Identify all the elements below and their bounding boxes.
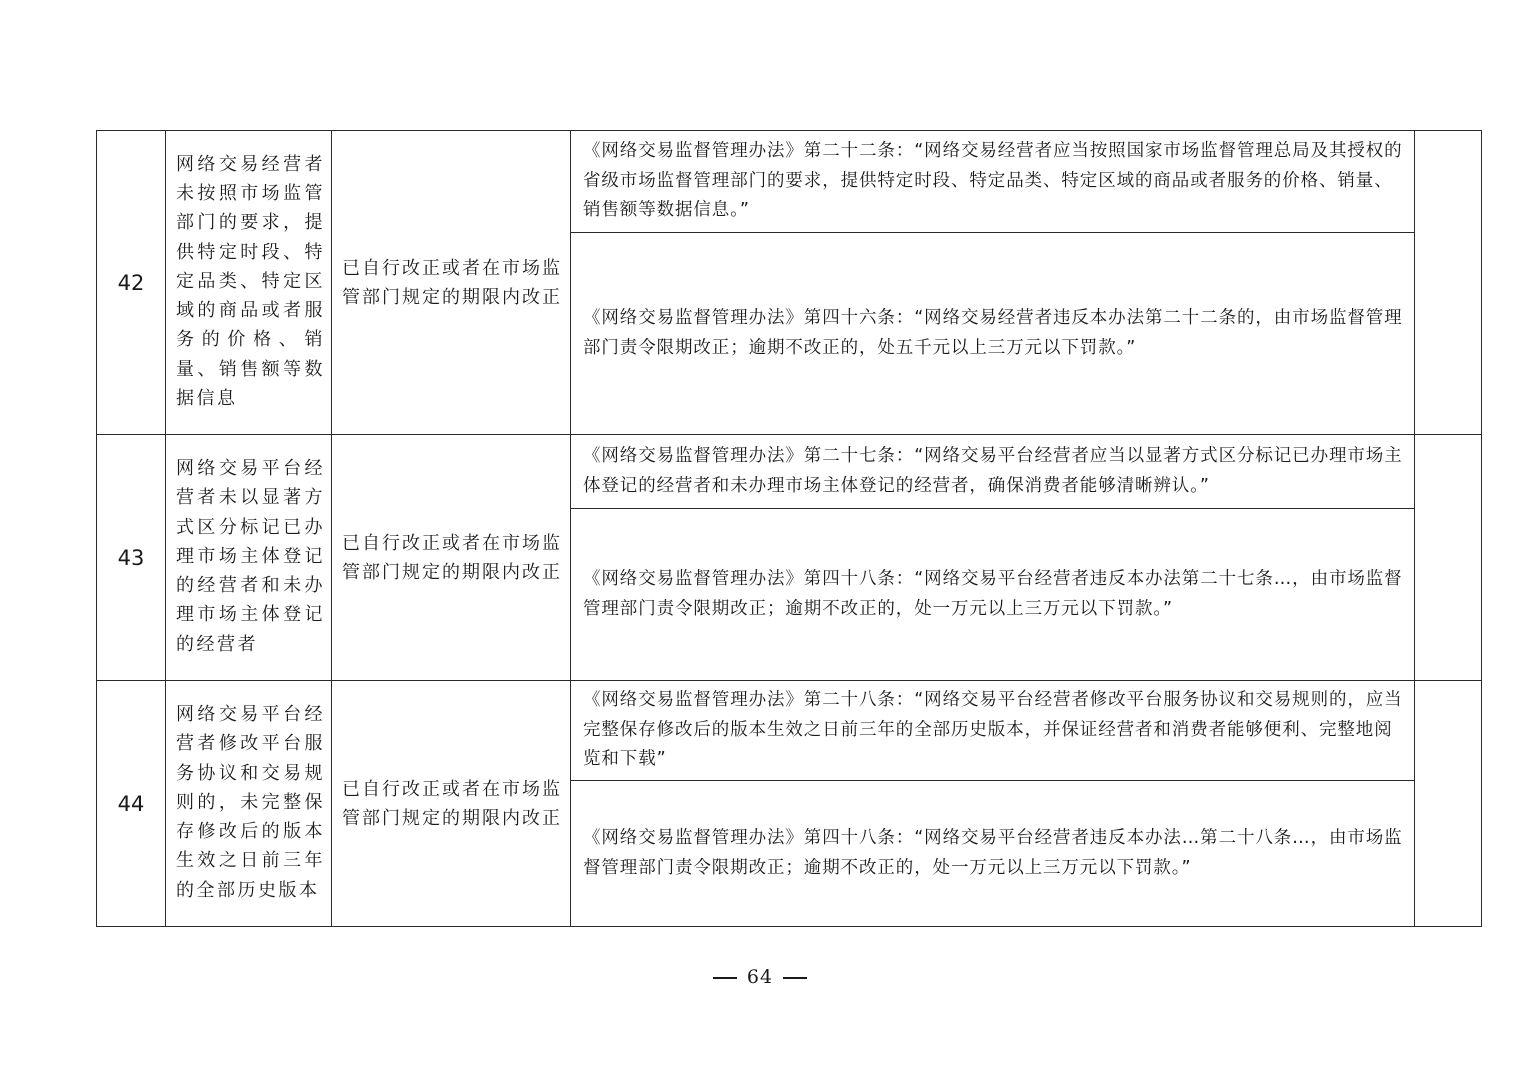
table-row (97, 131, 1482, 233)
violation-item: 网络交易平台经营者修改平台服务协议和交易规则的，未完整保存修改后的版本生效之日前三年的全部历史版本 (166, 681, 332, 927)
violation-item: 网络交易平台经营者未以显著方式区分标记已办理市场主体登记的经营者和未办理市场主体登记的经营者 (166, 435, 332, 681)
table-row (97, 435, 1482, 509)
left-dash (713, 977, 737, 979)
legal-basis-provision: 《网络交易监督管理办法》第二十七条：“网络交易平台经营者应当以显著方式区分标记已办理市场主体登记的经营者和未办理市场主体登记的经营者，确保消费者能够清晰辨认。” (571, 435, 1415, 509)
row-number: 43 (97, 435, 166, 681)
page-footer (0, 966, 1520, 988)
legal-basis-provision: 《网络交易监督管理办法》第二十八条：“网络交易平台经营者修改平台服务协议和交易规则的，应当完整保存修改后的版本生效之日前三年的全部历史版本，并保证经营者和消费者能够便利、完整地阅览和下载” (571, 681, 1415, 781)
legal-basis-provision: 《网络交易监督管理办法》第二十二条：“网络交易经营者应当按照国家市场监督管理总局及其授权的省级市场监督管理部门的要求，提供特定时段、特定品类、特定区域的商品或者服务的价格、销量、销售额等数据信息。” (571, 131, 1415, 233)
row-number: 44 (97, 681, 166, 927)
exemption-condition: 已自行改正或者在市场监管部门规定的期限内改正 (332, 681, 571, 927)
right-dash (783, 977, 807, 979)
violation-item: 网络交易经营者未按照市场监管部门的要求，提供特定时段、特定品类、特定区域的商品或者服务的价格、销量、销售额等数据信息 (166, 131, 332, 435)
legal-basis-penalty: 《网络交易监督管理办法》第四十八条：“网络交易平台经营者违反本办法…第二十八条…，由市场监督管理部门责令限期改正；逾期不改正的，处一万元以上三万元以下罚款。” (571, 781, 1415, 927)
remarks-cell (1415, 681, 1482, 927)
row-number: 42 (97, 131, 166, 435)
exemption-condition: 已自行改正或者在市场监管部门规定的期限内改正 (332, 435, 571, 681)
remarks-cell (1415, 435, 1482, 681)
regulation-table (96, 130, 1482, 927)
legal-basis-penalty: 《网络交易监督管理办法》第四十六条：“网络交易经营者违反本办法第二十二条的，由市场监督管理部门责令限期改正；逾期不改正的，处五千元以上三万元以下罚款。” (571, 233, 1415, 435)
page-number: 64 (746, 966, 774, 988)
table-row (97, 681, 1482, 781)
exemption-condition: 已自行改正或者在市场监管部门规定的期限内改正 (332, 131, 571, 435)
legal-basis-penalty: 《网络交易监督管理办法》第四十八条：“网络交易平台经营者违反本办法第二十七条…，由市场监督管理部门责令限期改正；逾期不改正的，处一万元以上三万元以下罚款。” (571, 509, 1415, 681)
remarks-cell (1415, 131, 1482, 435)
